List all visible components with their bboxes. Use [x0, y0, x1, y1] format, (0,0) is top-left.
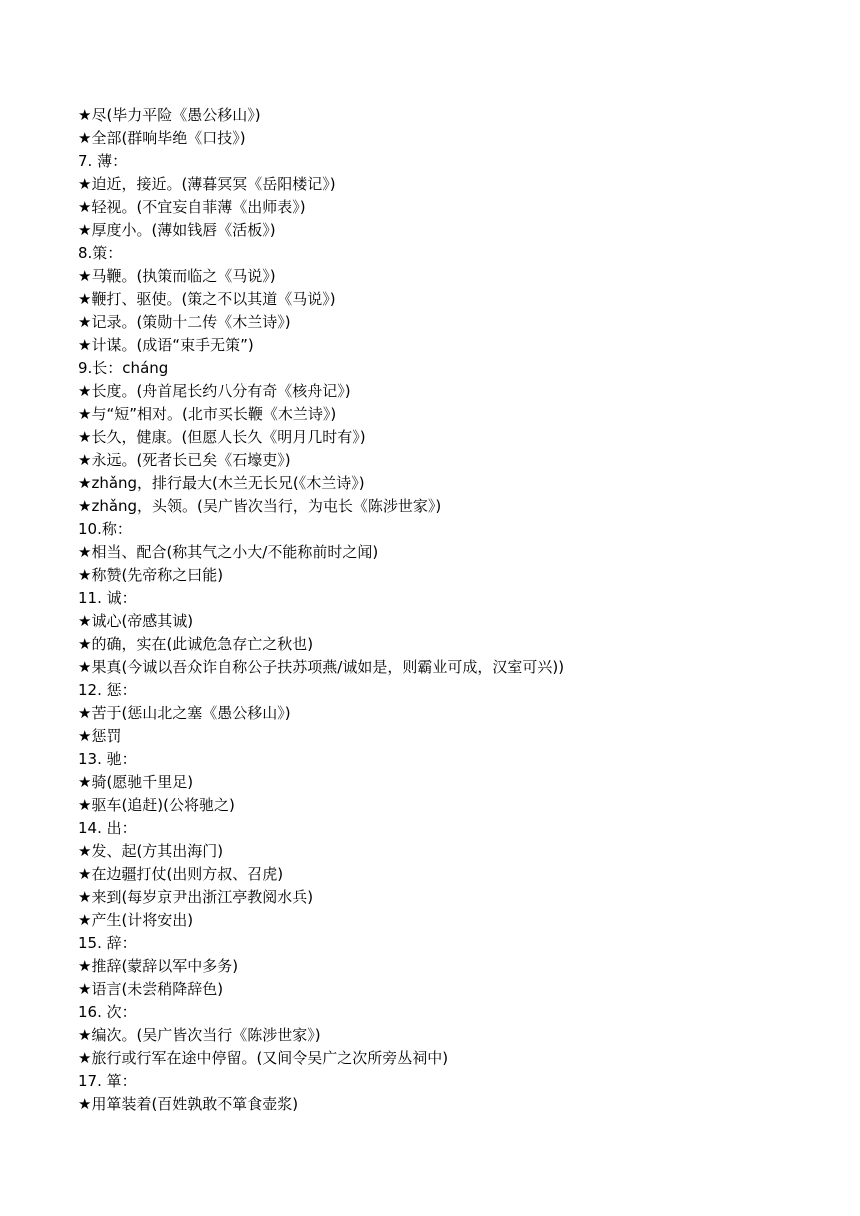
text-line: ★尽(毕力平险《愚公移山》)	[78, 106, 261, 124]
section-heading: 12. 惩：	[78, 681, 137, 699]
text-line: ★马鞭。(执策而临之《马说》)	[78, 267, 276, 285]
section-heading: 10.称：	[78, 520, 132, 538]
section-heading: 17. 箪：	[78, 1072, 137, 1090]
section-heading: 7. 薄：	[78, 152, 128, 170]
text-line: ★编次。(吴广皆次当行《陈涉世家》)	[78, 1026, 321, 1044]
text-line: ★迫近，接近。(薄暮冥冥《岳阳楼记》)	[78, 175, 336, 193]
text-line: ★语言(未尝稍降辞色)	[78, 980, 224, 998]
text-line: ★长度。(舟首尾长约八分有奇《核舟记》)	[78, 382, 351, 400]
text-line: ★用箪装着(百姓孰敢不箪食壶浆)	[78, 1095, 299, 1113]
text-line: ★发、起(方其出海门)	[78, 842, 224, 860]
text-line: ★长久，健康。(但愿人长久《明月几时有》)	[78, 428, 366, 446]
text-line: ★厚度小。(薄如钱唇《活板》)	[78, 221, 276, 239]
text-line: ★zhǎng，排行最大(木兰无长兄(《木兰诗》)	[78, 474, 365, 492]
text-line: ★永远。(死者长已矣《石壕吏》)	[78, 451, 291, 469]
section-heading: 9.长：cháng	[78, 359, 169, 377]
text-line: ★产生(计将安出)	[78, 911, 194, 929]
text-line: ★鞭打、驱使。(策之不以其道《马说》)	[78, 290, 336, 308]
text-line: ★来到(每岁京尹出浙江亭教阅水兵)	[78, 888, 314, 906]
text-line: ★驱车(追赶)(公将驰之)	[78, 796, 235, 814]
text-line: ★zhǎng，头领。(吴广皆次当行，为屯长《陈涉世家》)	[78, 497, 442, 515]
text-line: ★骑(愿驰千里足)	[78, 773, 194, 791]
text-line: ★计谋。(成语“束手无策”)	[78, 336, 254, 354]
text-line: ★惩罚	[78, 727, 122, 745]
text-line: ★旅行或行军在途中停留。(又间令吴广之次所旁丛祠中)	[78, 1049, 449, 1067]
section-heading: 15. 辞：	[78, 934, 137, 952]
text-line: ★的确，实在(此诚危急存亡之秋也)	[78, 635, 314, 653]
text-line: ★苦于(惩山北之塞《愚公移山》)	[78, 704, 291, 722]
text-line: ★在边疆打仗(出则方叔、召虎)	[78, 865, 284, 883]
text-line: ★全部(群响毕绝《口技》)	[78, 129, 246, 147]
text-line: ★称赞(先帝称之曰能)	[78, 566, 224, 584]
text-line: ★记录。(策勋十二传《木兰诗》)	[78, 313, 291, 331]
text-line: ★相当、配合(称其气之小大/不能称前时之闻)	[78, 543, 379, 561]
section-heading: 14. 出：	[78, 819, 137, 837]
text-line: ★诚心(帝感其诚)	[78, 612, 194, 630]
text-line: ★果真(今诚以吾众诈自称公子扶苏项燕/诚如是，则霸业可成，汉室可兴))	[78, 658, 565, 676]
section-heading: 8.策：	[78, 244, 123, 262]
text-line: ★与“短”相对。(北市买长鞭《木兰诗》)	[78, 405, 337, 423]
section-heading: 16. 次：	[78, 1003, 137, 1021]
section-heading: 13. 驰：	[78, 750, 137, 768]
text-line: ★轻视。(不宜妄自菲薄《出师表》)	[78, 198, 306, 216]
section-heading: 11. 诚：	[78, 589, 137, 607]
text-line: ★推辞(蒙辞以军中多务)	[78, 957, 239, 975]
document-page	[78, 104, 838, 1116]
